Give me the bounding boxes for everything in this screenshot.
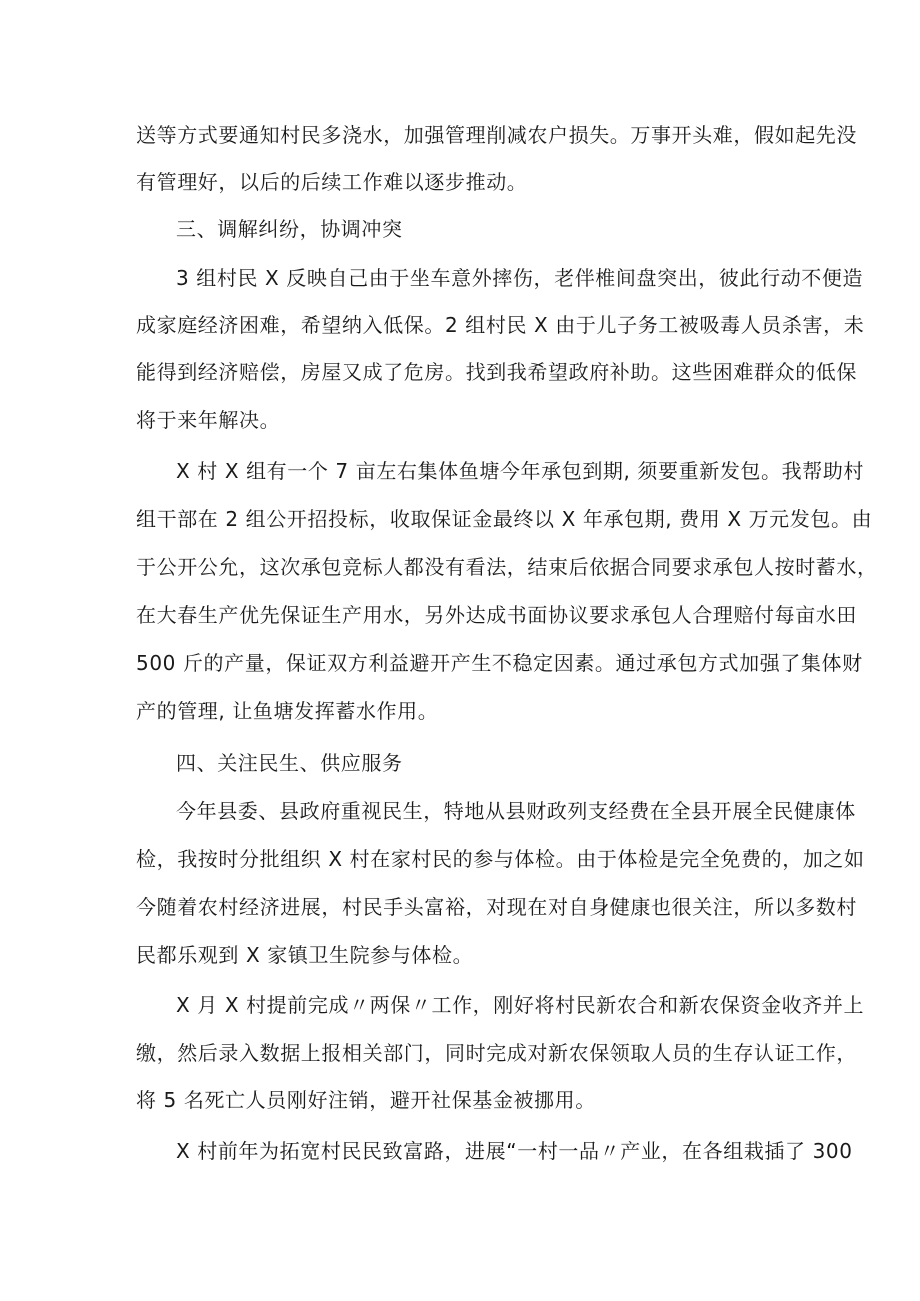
text-line: X 月 X 村提前完成〃两保〃工作，刚好将村民新农合和新农保资金收齐并上 (176, 993, 865, 1017)
text-line: 500 斤的产量，保证双方利益避开产生不稳定因素。通过承包方式加强了集体财 (136, 651, 863, 675)
text-line: 缴，然后录入数据上报相关部门，同时完成对新农保领取人员的生存认证工作， (136, 1041, 857, 1065)
text-line: 3 组村民 X 反映自己由于坐车意外摔伤，老伴椎间盘突出，彼此行动不便造 (176, 266, 864, 290)
text-line: 检，我按时分批组织 X 村在家村民的参与体检。由于体检是完全免费的，加之如 (136, 847, 865, 871)
text-line: 今年县委、县政府重视民生，特地从县财政列支经费在全县开展全民健康体 (176, 799, 856, 823)
text-line: 民都乐观到 X 家镇卫生院参与体检。 (136, 943, 474, 967)
text-line: 送等方式要通知村民多浇水，加强管理削减农户损失。万事开头难，假如起先没 (136, 123, 857, 147)
text-line: 将 5 名死亡人员刚好注销，避开社保基金被挪用。 (136, 1088, 596, 1112)
text-line: 组干部在 2 组公开招投标，收取保证金最终以 X 年承包期, 费用 X 万元发包。由 (136, 507, 873, 531)
text-line: 有管理好，以后的后续工作难以逐步推动。 (136, 170, 528, 194)
text-line: X 村前年为拓宽村民民致富路，进展“一村一品〃产业，在各组栽插了 300 (176, 1139, 853, 1163)
text-line: 产的管理, 让鱼塘发挥蓄水作用。 (136, 699, 439, 723)
text-line: 成家庭经济困难，希望纳入低保。2 组村民 X 由于儿子务工被吸毒人员杀害，未 (136, 313, 865, 337)
text-line: 今随着农村经济进展，村民手头富裕，对现在对自身健康也很关注，所以多数村 (136, 895, 857, 919)
section-heading: 三、调解纠纷，协调冲突 (176, 217, 403, 241)
text-line: 将于来年解决。 (136, 408, 281, 432)
text-line: 于公开公允，这次承包竞标人都没有看法，结束后依据合同要求承包人按时蓄水， (136, 555, 878, 579)
text-line: 在大春生产优先保证生产用水，另外达成书面协议要求承包人合理赔付每亩水田 (136, 603, 857, 627)
section-heading: 四、关注民生、供应服务 (176, 751, 403, 775)
text-line: 能得到经济赔偿，房屋又成了危房。找到我希望政府补助。这些困难群众的低保 (136, 360, 857, 384)
text-line: X 村 X 组有一个 7 亩左右集体鱼塘今年承包到期, 须要重新发包。我帮助村 (176, 459, 865, 483)
